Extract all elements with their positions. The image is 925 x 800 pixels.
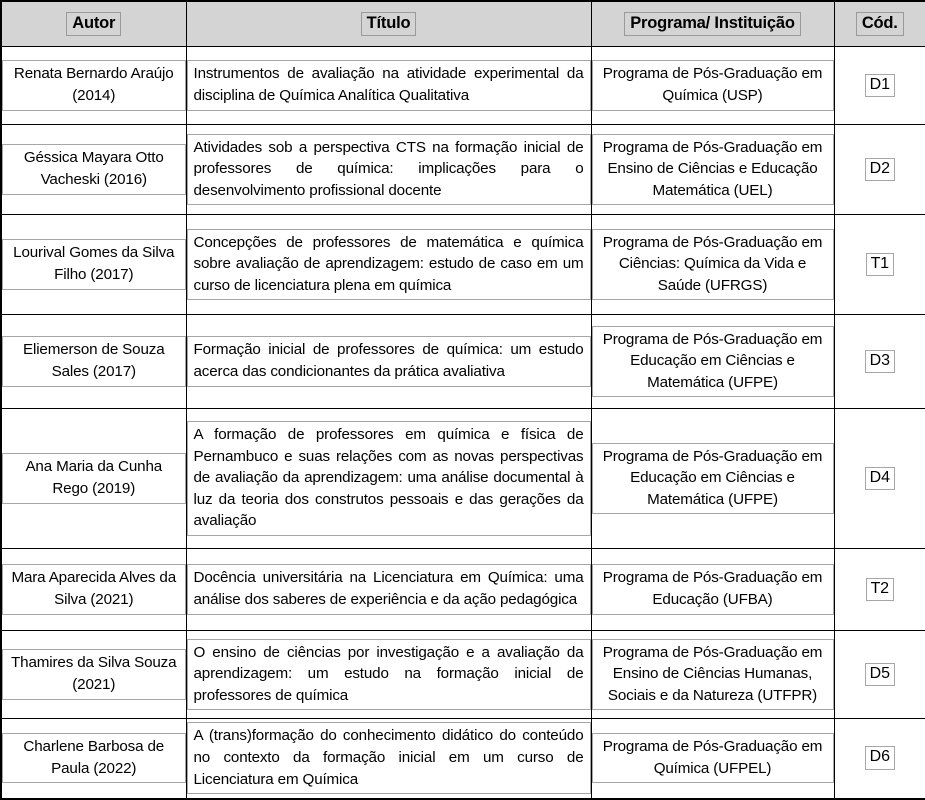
cell-titulo xyxy=(186,631,591,719)
cell-autor xyxy=(1,215,186,315)
cell-codigo xyxy=(834,719,925,799)
cell-programa-instituicao xyxy=(591,47,834,125)
code-badge: T2 xyxy=(866,578,894,602)
cell-programa-instituicao xyxy=(591,631,834,719)
column-header-codigo xyxy=(834,1,925,47)
table-row xyxy=(1,125,925,215)
program-text: Programa de Pós-Graduação em Educação em Ciências e Matemática (UFPE) xyxy=(592,326,834,398)
table-row xyxy=(1,47,925,125)
cell-codigo xyxy=(834,47,925,125)
table-row xyxy=(1,315,925,409)
title-text: Formação inicial de professores de química: um estudo acerca das condicionantes da prática avaliativa xyxy=(187,336,591,386)
program-text: Programa de Pós-Graduação em Educação em Ciências e Matemática (UFPE) xyxy=(592,443,834,515)
cell-programa-instituicao xyxy=(591,719,834,799)
program-text: Programa de Pós-Graduação em Educação (UFBA) xyxy=(592,564,834,614)
cell-autor xyxy=(1,549,186,631)
table-header-row xyxy=(1,1,925,47)
code-badge: D3 xyxy=(865,350,895,374)
column-header-autor xyxy=(1,1,186,47)
column-header-programa-instituicao-label: Programa/ Instituição xyxy=(624,12,801,36)
program-text: Programa de Pós-Graduação em Química (USP) xyxy=(592,60,834,110)
code-badge: D4 xyxy=(865,467,895,491)
program-text: Programa de Pós-Graduação em Ciências: Química da Vida e Saúde (UFRGS) xyxy=(592,229,834,301)
title-text: Concepções de professores de matemática e química sobre avaliação de aprendizagem: estudo de caso em um curso de licenciatura plena em química xyxy=(187,229,591,301)
title-text: O ensino de ciências por investigação e a avaliação da aprendizagem: um estudo na formação inicial de professores de química xyxy=(187,639,591,711)
cell-autor xyxy=(1,315,186,409)
cell-titulo xyxy=(186,409,591,549)
author-text: Thamires da Silva Souza (2021) xyxy=(2,649,186,699)
cell-programa-instituicao xyxy=(591,549,834,631)
code-badge: D5 xyxy=(865,663,895,687)
cell-titulo xyxy=(186,47,591,125)
author-text: Lourival Gomes da Silva Filho (2017) xyxy=(2,239,186,289)
cell-titulo xyxy=(186,125,591,215)
cell-codigo xyxy=(834,549,925,631)
code-badge: D6 xyxy=(865,746,895,770)
author-text: Mara Aparecida Alves da Silva (2021) xyxy=(2,564,186,614)
program-text: Programa de Pós-Graduação em Química (UFPEL) xyxy=(592,733,834,783)
cell-titulo xyxy=(186,215,591,315)
cell-codigo xyxy=(834,631,925,719)
column-header-codigo-label: Cód. xyxy=(856,12,904,36)
title-text: Docência universitária na Licenciatura em Química: uma análise dos saberes de experiência e da ação pedagógica xyxy=(187,564,591,614)
program-text: Programa de Pós-Graduação em Ensino de Ciências e Educação Matemática (UEL) xyxy=(592,134,834,206)
column-header-autor-label: Autor xyxy=(66,12,121,36)
table-row xyxy=(1,719,925,799)
author-text: Géssica Mayara Otto Vacheski (2016) xyxy=(2,144,186,194)
cell-codigo xyxy=(834,315,925,409)
cell-codigo xyxy=(834,215,925,315)
cell-autor xyxy=(1,719,186,799)
table-body xyxy=(1,47,925,799)
title-text: A (trans)formação do conhecimento didático do conteúdo no contexto da formação inicial em um curso de Licenciatura em Química xyxy=(187,722,591,794)
table-header xyxy=(1,1,925,47)
title-text: Atividades sob a perspectiva CTS na formação inicial de professores de química: implicações para o desenvolvimento profissional docente xyxy=(187,134,591,206)
cell-codigo xyxy=(834,409,925,549)
column-header-titulo xyxy=(186,1,591,47)
cell-programa-instituicao xyxy=(591,409,834,549)
cell-autor xyxy=(1,47,186,125)
code-badge: D2 xyxy=(865,158,895,182)
cell-autor xyxy=(1,125,186,215)
table-row xyxy=(1,409,925,549)
column-header-programa-instituicao xyxy=(591,1,834,47)
cell-programa-instituicao xyxy=(591,315,834,409)
author-text: Ana Maria da Cunha Rego (2019) xyxy=(2,453,186,503)
author-text: Renata Bernardo Araújo (2014) xyxy=(2,60,186,110)
code-badge: D1 xyxy=(865,74,895,98)
column-header-titulo-label: Título xyxy=(361,12,417,36)
cell-titulo xyxy=(186,719,591,799)
author-text: Eliemerson de Souza Sales (2017) xyxy=(2,336,186,386)
cell-programa-instituicao xyxy=(591,125,834,215)
cell-titulo xyxy=(186,315,591,409)
cell-programa-instituicao xyxy=(591,215,834,315)
table-row xyxy=(1,631,925,719)
table-row xyxy=(1,215,925,315)
title-text: Instrumentos de avaliação na atividade experimental da disciplina de Química Analítica Qualitativa xyxy=(187,60,591,110)
cell-autor xyxy=(1,409,186,549)
cell-titulo xyxy=(186,549,591,631)
cell-autor xyxy=(1,631,186,719)
table-row xyxy=(1,549,925,631)
program-text: Programa de Pós-Graduação em Ensino de Ciências Humanas, Sociais e da Natureza (UTFPR) xyxy=(592,639,834,711)
code-badge: T1 xyxy=(866,253,894,277)
title-text: A formação de professores em química e física de Pernambuco e suas relações com as novas perspectivas de avaliação da aprendizagem: uma análise documental à luz da teoria dos construtos pessoais e das gerações da avaliação xyxy=(187,421,591,536)
author-text: Charlene Barbosa de Paula (2022) xyxy=(2,733,186,783)
cell-codigo xyxy=(834,125,925,215)
